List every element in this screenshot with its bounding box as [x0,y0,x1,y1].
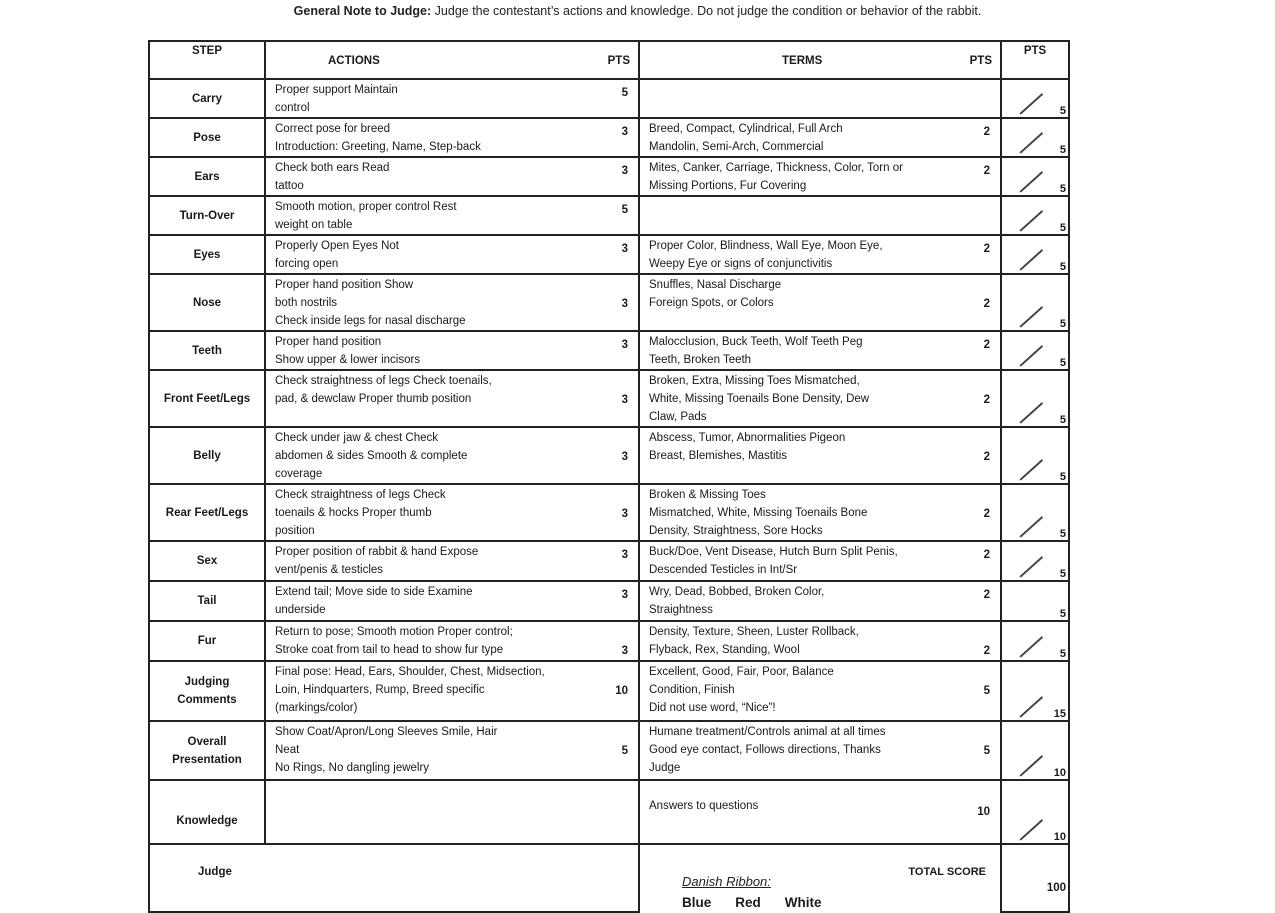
table-row [149,196,1069,235]
actions-text [266,781,575,782]
actions-cell [265,427,639,484]
score-divider-slash [1019,306,1042,327]
actions-cell [265,196,639,235]
step-name: Teeth [149,331,265,370]
terms-cell [639,196,1001,235]
terms-cell [639,484,1001,541]
actions-text: Correct pose for breed Introduction: Greeting, Name, Step-back [275,123,481,153]
step-name: Fur [149,621,265,661]
score-entry-cell[interactable] [1001,79,1069,118]
actions-pts: 3 [621,243,628,255]
score-divider-slash [1019,402,1042,423]
max-points: 10 [1053,831,1066,843]
header-terms [639,41,1001,79]
general-note-text: Judge the contestant’s actions and knowledge. Do not judge the condition or behavior of the rabbit. [431,4,982,18]
actions-text: Properly Open Eyes Not forcing open [275,240,400,270]
step-name: Ears [149,157,265,196]
terms-text [640,197,939,198]
actions-cell [265,235,639,274]
actions-pts: 3 [621,589,628,601]
table-row [149,721,1069,780]
actions-pts: 3 [621,451,628,463]
score-entry-cell[interactable] [1001,196,1069,235]
table-row [149,780,1069,844]
score-entry-cell[interactable] [1001,541,1069,581]
max-points: 5 [1059,608,1066,620]
terms-text [640,80,939,81]
terms-pts: 2 [983,126,990,138]
terms-cell [639,157,1001,196]
actions-cell [265,581,639,621]
score-divider-slash [1019,210,1042,231]
judge-signature-cell[interactable] [149,844,639,912]
terms-text: Humane treatment/Controls animal at all times Good eye contact, Follows directions, Thanks Judge [649,726,886,774]
terms-pts: 5 [983,745,990,757]
table-row [149,541,1069,581]
step-name: Knowledge [149,780,265,844]
header-step: STEP [149,41,265,79]
max-points: 5 [1059,222,1066,234]
actions-pts: 5 [621,87,628,99]
actions-cell [265,780,639,844]
score-entry-cell[interactable] [1001,581,1069,621]
terms-text: Wry, Dead, Bobbed, Broken Color, Straightness [649,586,825,616]
terms-cell [639,331,1001,370]
actions-pts: 3 [621,549,628,561]
actions-text: Check both ears Read tattoo [275,162,390,192]
actions-text: Check under jaw & chest Check abdomen & sides Smooth & complete coverage [275,432,468,480]
terms-text: Snuffles, Nasal Discharge Foreign Spots, or Colors [649,279,782,309]
actions-text: Proper hand position Show both nostrils Check inside legs for nasal discharge [275,279,466,327]
actions-cell [265,118,639,157]
terms-cell [639,118,1001,157]
general-note-label: General Note to Judge: [293,4,432,18]
terms-cell [639,274,1001,331]
max-points: 5 [1059,471,1066,483]
table-row [149,581,1069,621]
terms-text: Mites, Canker, Carriage, Thickness, Color, Torn or Missing Portions, Fur Covering [649,162,903,192]
terms-cell [639,581,1001,621]
terms-text: Broken, Extra, Missing Toes Mismatched, White, Missing Toenails Bone Density, Dew Claw, Pads [649,375,870,423]
actions-text: Extend tail; Move side to side Examine underside [275,586,473,616]
total-score-label: TOTAL SCORE [908,866,986,878]
terms-pts: 5 [983,685,990,697]
actions-cell [265,541,639,581]
score-divider-slash [1019,556,1042,577]
score-entry-cell[interactable] [1001,621,1069,661]
score-entry-cell[interactable] [1001,780,1069,844]
table-row [149,118,1069,157]
max-points: 5 [1059,144,1066,156]
header-terms-label: TERMS [782,55,823,67]
terms-cell [639,780,1001,844]
score-entry-cell[interactable] [1001,235,1069,274]
ribbon-white[interactable]: White [784,895,822,910]
total-score-cell[interactable] [1001,844,1069,912]
terms-pts: 2 [983,589,990,601]
total-label-cell [639,844,1001,912]
total-score-value: 100 [1046,882,1066,894]
max-points: 5 [1059,357,1066,369]
actions-cell [265,370,639,427]
max-points: 5 [1059,261,1066,273]
general-note [0,4,1275,18]
ribbon-red[interactable]: Red [735,895,761,910]
terms-cell [639,370,1001,427]
actions-pts: 3 [621,126,628,138]
actions-cell [265,661,639,721]
footer-row [149,844,1069,912]
score-entry-cell[interactable] [1001,157,1069,196]
ribbon-blue[interactable]: Blue [682,895,712,910]
actions-text: Show Coat/Apron/Long Sleeves Smile, Hair Neat No Rings, No dangling jewelry [275,726,498,774]
judge-label: Judge [198,866,232,878]
actions-text: Check straightness of legs Check toenails & hocks Proper thumb position [275,489,446,537]
score-entry-cell[interactable] [1001,118,1069,157]
actions-pts: 5 [621,204,628,216]
score-entry-cell[interactable] [1001,331,1069,370]
actions-pts: 3 [621,394,628,406]
step-name: Pose [149,118,265,157]
actions-cell [265,331,639,370]
actions-text: Return to pose; Smooth motion Proper control; Stroke coat from tail to head to show fur type [275,626,513,656]
terms-pts: 10 [977,806,990,818]
terms-text: Proper Color, Blindness, Wall Eye, Moon Eye, Weepy Eye or signs of conjunctivitis [649,240,883,270]
step-name: Sex [149,541,265,581]
table-row [149,621,1069,661]
actions-pts: 3 [621,298,628,310]
header-actions-pts: PTS [607,55,630,67]
ribbon-label: Danish Ribbon: [682,874,771,889]
score-divider-slash [1019,819,1042,840]
table-row [149,661,1069,721]
terms-text: Excellent, Good, Fair, Poor, Balance Condition, Finish Did not use word, “Nice”! [649,666,834,714]
max-points: 5 [1059,183,1066,195]
step-name: Nose [149,274,265,331]
step-name: Tail [149,581,265,621]
header-terms-pts: PTS [969,55,992,67]
terms-pts: 2 [983,165,990,177]
terms-pts: 2 [983,508,990,520]
terms-cell [639,621,1001,661]
terms-pts: 2 [983,645,990,657]
max-points: 10 [1053,767,1066,779]
header-score-pts: PTS [1001,41,1069,79]
terms-pts: 2 [983,549,990,561]
step-name: Rear Feet/Legs [149,484,265,541]
actions-text: Proper position of rabbit & hand Expose vent/penis & testicles [275,546,479,576]
header-actions [265,41,639,79]
step-name: Turn-Over [149,196,265,235]
terms-pts: 2 [983,243,990,255]
score-divider-slash [1019,345,1042,366]
step-name: Judging Comments [149,661,265,721]
actions-pts: 5 [621,745,628,757]
table-row [149,331,1069,370]
actions-text: Proper support Maintain control [275,84,398,114]
table-row [149,157,1069,196]
actions-cell [265,274,639,331]
table-row [149,79,1069,118]
terms-cell [639,721,1001,780]
score-entry-cell[interactable] [1001,274,1069,331]
max-points: 5 [1059,648,1066,660]
terms-cell [639,541,1001,581]
terms-text: Breed, Compact, Cylindrical, Full Arch Mandolin, Semi-Arch, Commercial [649,123,843,153]
table-row [149,235,1069,274]
actions-text: Smooth motion, proper control Rest weight on table [275,201,457,231]
terms-cell [639,235,1001,274]
max-points: 5 [1059,528,1066,540]
actions-pts: 10 [615,685,628,697]
terms-text: Density, Texture, Sheen, Luster Rollback, Flyback, Rex, Standing, Wool [649,626,859,656]
score-divider-slash [1019,755,1042,776]
terms-pts: 2 [983,298,990,310]
table-row [149,274,1069,331]
max-points: 5 [1059,568,1066,580]
max-points: 15 [1053,708,1066,720]
score-entry-cell[interactable] [1001,661,1069,721]
step-name: Carry [149,79,265,118]
terms-text: Malocclusion, Buck Teeth, Wolf Teeth Peg Teeth, Broken Teeth [649,336,863,366]
judging-sheet-table [148,40,1070,913]
score-divider-slash [1019,459,1042,480]
step-name: Eyes [149,235,265,274]
score-entry-cell[interactable] [1001,721,1069,780]
score-divider-slash [1019,696,1042,717]
terms-cell [639,79,1001,118]
terms-text: Buck/Doe, Vent Disease, Hutch Burn Split Penis, Descended Testicles in Int/Sr [649,546,898,576]
max-points: 5 [1059,414,1066,426]
actions-pts: 3 [621,508,628,520]
step-name: Front Feet/Legs [149,370,265,427]
actions-cell [265,484,639,541]
terms-text: Broken & Missing Toes Mismatched, White, Missing Toenails Bone Density, Straightness, Sore Hocks [649,489,868,537]
score-divider-slash [1019,249,1042,270]
score-entry-cell[interactable] [1001,484,1069,541]
table-row [149,427,1069,484]
actions-cell [265,621,639,661]
terms-cell [639,661,1001,721]
terms-pts: 2 [983,451,990,463]
table-row [149,484,1069,541]
actions-pts: 3 [621,165,628,177]
header-row [149,41,1069,79]
max-points: 5 [1059,105,1066,117]
actions-text: Final pose: Head, Ears, Shoulder, Chest, Midsection, Loin, Hindquarters, Rump, Breed specific (markings/color) [275,666,545,714]
terms-pts: 2 [983,394,990,406]
score-divider-slash [1019,516,1042,537]
score-entry-cell[interactable] [1001,370,1069,427]
actions-pts: 3 [621,645,628,657]
header-actions-label: ACTIONS [328,55,380,67]
step-name: Overall Presentation [149,721,265,780]
max-points: 5 [1059,318,1066,330]
step-name: Belly [149,427,265,484]
score-entry-cell[interactable] [1001,427,1069,484]
terms-pts: 2 [983,339,990,351]
ribbon-options [682,894,846,912]
actions-pts: 3 [621,339,628,351]
score-divider-slash [1019,132,1042,153]
score-divider-slash [1019,171,1042,192]
actions-cell [265,157,639,196]
actions-cell [265,79,639,118]
terms-cell [639,427,1001,484]
table-row [149,370,1069,427]
actions-cell [265,721,639,780]
score-divider-slash [1019,636,1042,657]
terms-text: Answers to questions [649,800,759,812]
actions-text: Check straightness of legs Check toenails, pad, & dewclaw Proper thumb position [275,375,492,405]
score-divider-slash [1019,93,1042,114]
terms-text: Abscess, Tumor, Abnormalities Pigeon Breast, Blemishes, Mastitis [649,432,846,462]
actions-text: Proper hand position Show upper & lower incisors [275,336,421,366]
